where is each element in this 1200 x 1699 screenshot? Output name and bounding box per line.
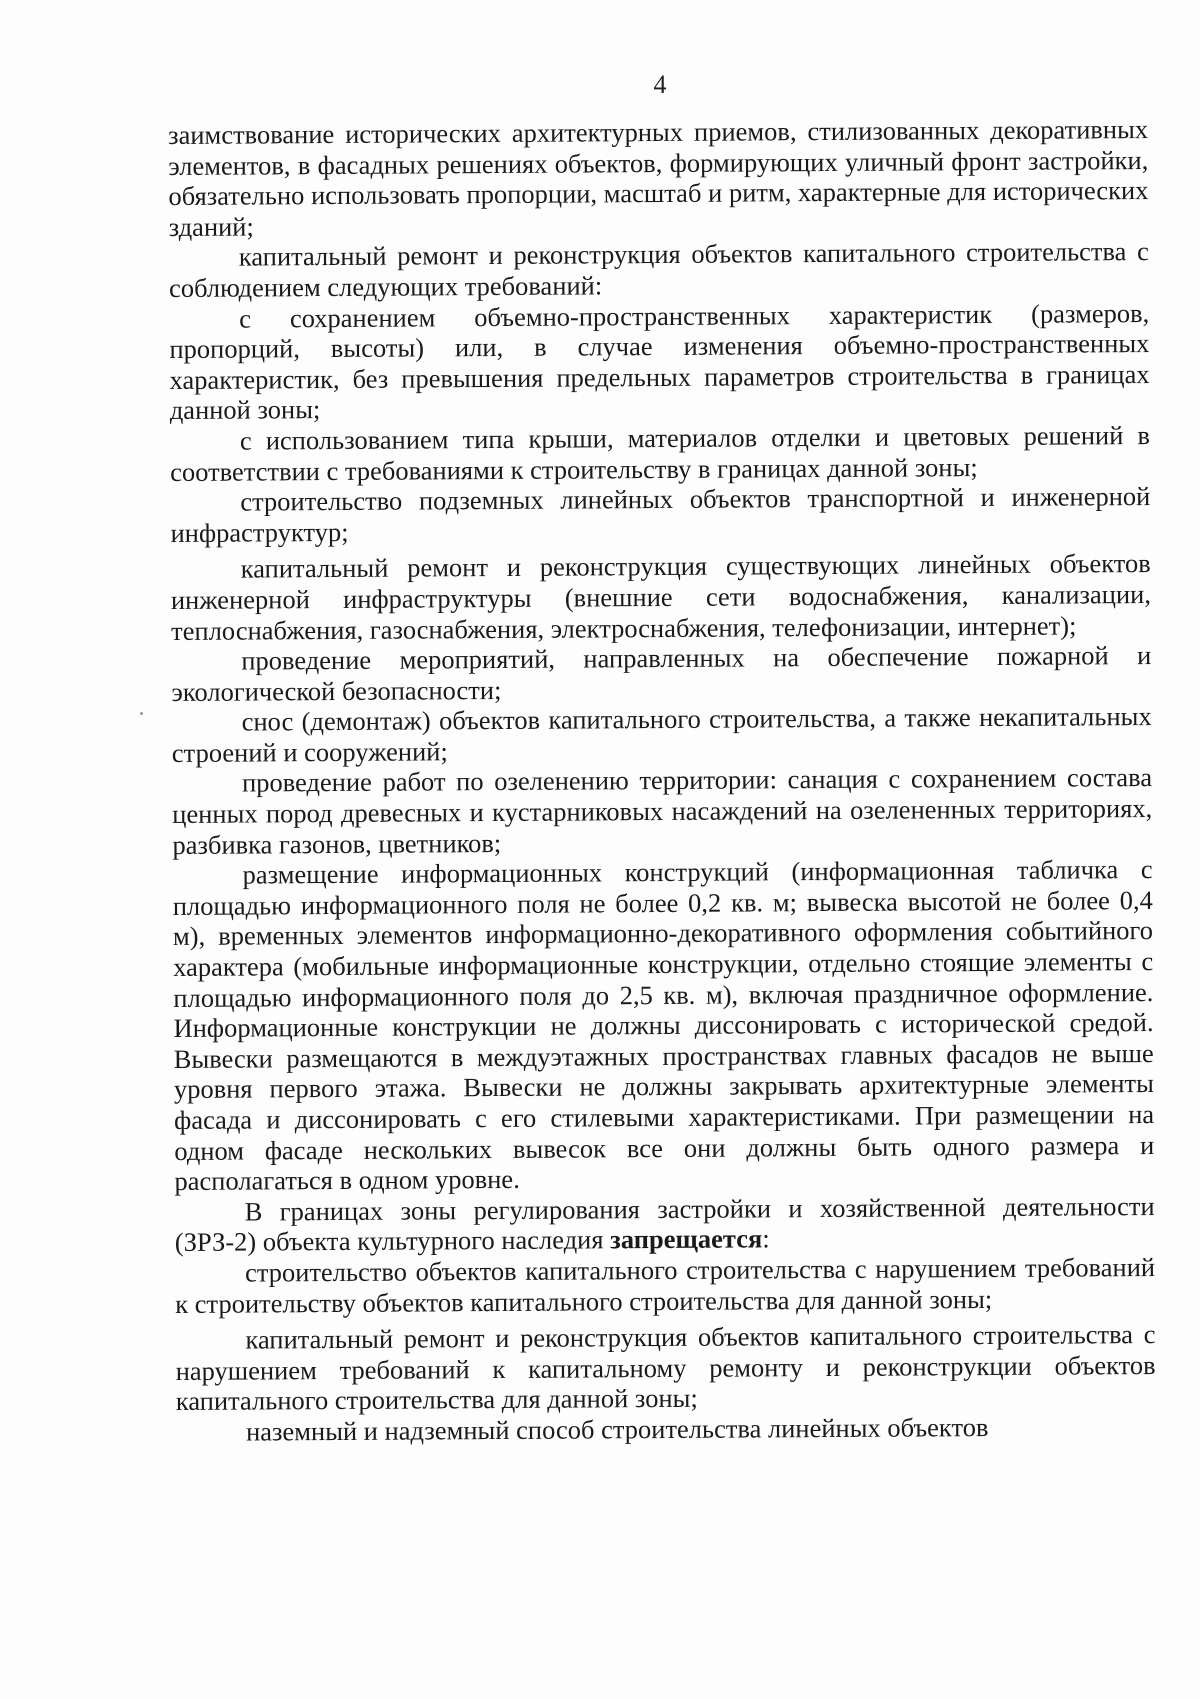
paragraph-10: размещение информационных конструкций (информационная табличка с площадью информационного поля не более 0,2 кв. м; вывеска высотой не более 0,4 м), временных элементов информационно-декоративного оформления событийного характера (мобильные информационные конструкции, отдельно стоящие элементы с площадью информационного поля до 2,5 кв. м), включая праздничное оформление. Информационные конструкции не должны диссонировать с исторической средой. Вывески размещаются в междуэтажных пространствах главных фасадов не выше уровня первого этажа. Вывески не должны закрывать архитектурные элементы фасада и диссонировать с его стилевыми характеристиками. При размещении на одном фасаде нескольких вывесок все они должны быть одного размера и располагаться в одном уровне. bbox=[172, 854, 1155, 1197]
paragraph-6: капитальный ремонт и реконструкция существующих линейных объектов инженерной инфраструктуры (внешние сети водоснабжения, канализации, теплоснабжения, газоснабжения, электроснабжения, телефонизации, интернет); bbox=[170, 548, 1152, 646]
paragraph-1: заимствование исторических архитектурных приемов, стилизованных декоративных элементов, в фасадных решениях объектов, формирующих уличный фронт застройки, обязательно использовать пропорции, масштаб и ритм, характерные для исторических зданий; bbox=[168, 114, 1149, 242]
paragraph-5: строительство подземных линейных объектов транспортной и инженерной инфраструктур; bbox=[170, 481, 1151, 548]
page-number: 4 bbox=[653, 70, 667, 99]
paragraph-11-colon: : bbox=[762, 1223, 770, 1254]
paragraph-8: снос (демонтаж) объектов капитального строительства, а также некапитальных строений и сооружений; bbox=[171, 701, 1152, 768]
paragraph-4: с использованием типа крыши, материалов отделки и цветовых решений в соответствии с требованиями к строительству в границах данной зоны; bbox=[170, 419, 1151, 487]
document-body bbox=[168, 114, 1156, 1447]
paragraph-11 bbox=[175, 1191, 1155, 1258]
paragraph-13: капитальный ремонт и реконструкция объектов капитального строительства с нарушением требований к капитальному ремонту и реконструкции объектов капитального строительства для данной зоны; bbox=[175, 1319, 1156, 1417]
prohibited-emphasis: запрещается bbox=[610, 1223, 763, 1255]
paragraph-9: проведение работ по озеленению территории: санация с сохранением состава ценных пород древесных и кустарниковых насаждений на озелененных территориях, разбивка газонов, цветников; bbox=[172, 762, 1153, 860]
paragraph-7: проведение мероприятий, направленных на обеспечение пожарной и экологической безопасности; bbox=[171, 640, 1152, 707]
paragraph-12: строительство объектов капитального строительства с нарушением требований к строительству объектов капитального строительства для данной зоны; bbox=[175, 1251, 1156, 1319]
paragraph-3: с сохранением объемно-пространственных характеристик (размеров, пропорций, высоты) или, в случае изменения объемно-пространственных характеристик, без превышения предельных параметров строительства в границах данной зоны; bbox=[169, 297, 1150, 426]
paragraph-14: наземный и надземный способ строительства линейных объектов bbox=[245, 1411, 989, 1447]
paragraph-2: капитальный ремонт и реконструкция объектов капитального строительства с соблюдением следующих требований: bbox=[168, 236, 1149, 303]
paragraph-11-text: В границах зоны регулирования застройки и хозяйственной деятельности (ЗРЗ-2) объекта культурного наследия bbox=[174, 1190, 1155, 1258]
scan-speck bbox=[140, 712, 143, 715]
